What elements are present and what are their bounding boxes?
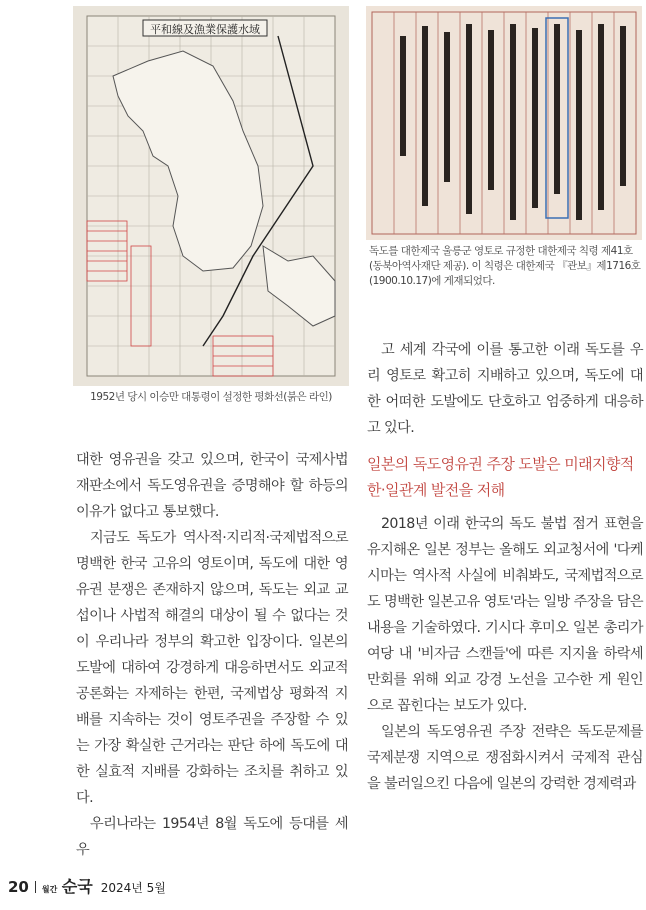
section-headline: 일본의 독도영유권 주장 도발은 미래지향적 한·일관계 발전을 저해 (367, 455, 634, 499)
right-text-column (367, 337, 643, 797)
footer-divider (35, 881, 36, 893)
page-number: 20 (8, 878, 29, 896)
left-paragraph-1: 대한 영유권을 갖고 있으며, 한국이 국제사법재판소에서 독도영유권을 증명해야 할 하등의 이유가 없다고 통보했다. (76, 452, 348, 520)
left-paragraph-3: 우리나라는 1954년 8월 독도에 등대를 세우 (76, 816, 348, 858)
peace-line-map-image (73, 6, 349, 386)
left-paragraph-2: 지금도 독도가 역사적·지리적·국제법적으로 명백한 한국 고유의 영토이며, 독도에 대한 영유권 분쟁은 존재하지 않으며, 독도는 외교 교섭이나 사법적 해결의 대상이 될 수 없다는 것이 우리나라 정부의 확고한 입장이다. 일본의 도발에 대하여 강경하게 대응하면서도 외교적 공론화는 자제하는 한편, 국제법상 평화적 지배를 지속하는 것이 영토주권을 주장할 수 있는 가장 확실한 근거라는 판단 하에 독도에 대한 실효적 지배를 강화하는 조치를 취하고 있다. (76, 530, 348, 806)
magazine-prefix: 월간 (41, 885, 58, 894)
map-title: 平和線及漁業保護水域 (150, 23, 260, 36)
issue-date: 2024년 5월 (100, 881, 166, 895)
right-paragraph-1: 2018년 이래 한국의 독도 불법 점거 표현을 유지해온 일본 정부는 올해도 외교청서에 '다케시마는 역사적 사실에 비춰봐도, 국제법적으로도 명백한 일본고유 영토'라는 일방 주장을 담은 내용을 기술하였다. 기시다 후미오 일본 총리가 여당 내 '비자금 스캔들'에 따른 지지율 하락세 만회를 위해 외교 강경 노선을 고수한 게 원인으로 꼽힌다는 보도가 있다. (367, 516, 643, 714)
page-footer (8, 874, 166, 897)
map-caption: 1952년 당시 이승만 대통령이 설정한 평화선(붉은 라인) (90, 391, 332, 403)
imperial-edict-image (366, 6, 642, 240)
right-paragraph-2: 일본의 독도영유권 주장 전략은 독도문제를 국제분쟁 지역으로 쟁점화시켜서 국제적 관심을 불러일으킨 다음에 일본의 강력한 경제력과 (367, 724, 643, 792)
right-intro-paragraph: 고 세계 각국에 이를 통고한 이래 독도를 우리 영토로 확고히 지배하고 있으며, 독도에 대한 어떠한 도발에도 단호하고 엄중하게 대응하고 있다. (367, 342, 643, 436)
edict-caption: 독도를 대한제국 울릉군 영토로 규정한 대한제국 칙령 제41호(동북아역사재단 제공). 이 칙령은 대한제국 『관보』제1716호(1900.10.17)에 게재되었다. (369, 245, 641, 287)
map-illustration (73, 6, 349, 386)
edict-illustration (366, 6, 642, 240)
magazine-name: 순국 (61, 877, 93, 896)
left-text-column (76, 447, 348, 863)
